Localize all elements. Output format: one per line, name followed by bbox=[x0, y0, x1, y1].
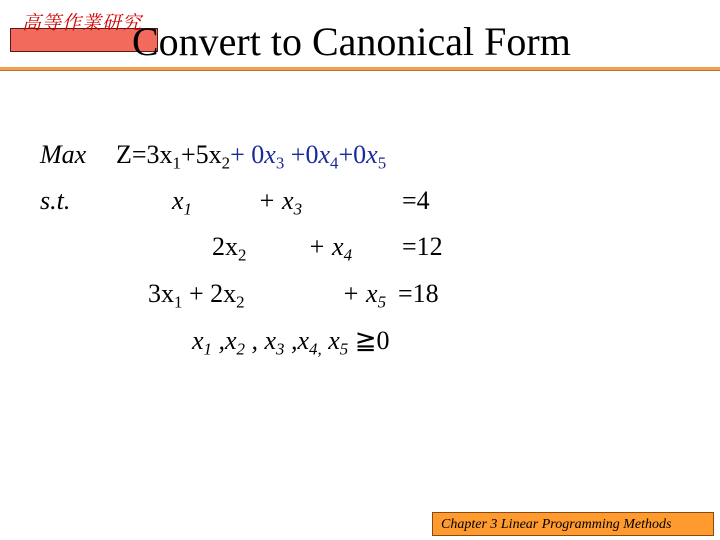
variable: x bbox=[172, 186, 184, 215]
c2-rhs: =12 bbox=[402, 232, 443, 261]
subscript: 3 bbox=[293, 199, 303, 219]
subscript: 1 bbox=[174, 292, 183, 312]
term-text: +5x bbox=[181, 140, 222, 169]
subscript: 3 bbox=[276, 339, 285, 359]
term-text: + 0 bbox=[230, 140, 265, 169]
variable: 2x bbox=[212, 232, 238, 261]
term-text: +0 bbox=[338, 140, 367, 169]
objective-label: Max bbox=[40, 140, 87, 169]
c3-x1-x2 bbox=[148, 279, 245, 312]
variable: + 2x bbox=[182, 279, 237, 308]
term-text: Z=3x bbox=[116, 140, 173, 169]
variable: ,x bbox=[284, 326, 310, 355]
footer-banner bbox=[432, 512, 714, 536]
relation: ≧0 bbox=[348, 326, 390, 355]
c1-x3 bbox=[258, 186, 303, 219]
c1-x1 bbox=[172, 186, 192, 219]
constraint-label: s.t. bbox=[40, 186, 71, 215]
subscript: 4, bbox=[309, 339, 322, 359]
objective-function bbox=[116, 140, 387, 173]
c2-x2 bbox=[212, 232, 247, 265]
footer-text: Chapter 3 Linear Programming Methods bbox=[441, 517, 672, 532]
variable: x bbox=[264, 140, 276, 169]
subscript: 3 bbox=[275, 153, 285, 173]
subscript: 4 bbox=[330, 153, 339, 173]
c1-rhs: =4 bbox=[402, 186, 430, 215]
variable: 3x bbox=[148, 279, 174, 308]
subscript: 1 bbox=[203, 339, 212, 359]
c3-x5 bbox=[342, 279, 387, 312]
variable: + x bbox=[308, 232, 344, 261]
subscript: 2 bbox=[221, 153, 231, 173]
subscript: 1 bbox=[172, 153, 181, 173]
variable: , x bbox=[245, 326, 277, 355]
variable: + x bbox=[342, 279, 378, 308]
subscript: 5 bbox=[339, 339, 349, 359]
c2-x4 bbox=[308, 232, 353, 265]
variable: + x bbox=[258, 186, 294, 215]
subscript: 2 bbox=[236, 339, 245, 359]
variable: x bbox=[321, 326, 340, 355]
title-underline-shadow bbox=[0, 70, 720, 71]
subscript: 2 bbox=[236, 292, 245, 312]
term-text: +0 bbox=[284, 140, 319, 169]
subscript: 2 bbox=[238, 245, 247, 265]
variable: x bbox=[192, 326, 204, 355]
subscript: 5 bbox=[377, 292, 387, 312]
c3-rhs: =18 bbox=[398, 279, 439, 308]
subscript: 4 bbox=[343, 245, 353, 265]
subscript: 1 bbox=[183, 199, 192, 219]
subscript: 5 bbox=[377, 153, 387, 173]
variable: ,x bbox=[212, 326, 237, 355]
variable: x bbox=[366, 140, 378, 169]
nonnegativity-constraint bbox=[192, 326, 390, 359]
logo-text: 高等作業研究 bbox=[22, 12, 143, 34]
slide-title: Convert to Canonical Form bbox=[132, 19, 571, 64]
variable: x bbox=[318, 140, 331, 169]
